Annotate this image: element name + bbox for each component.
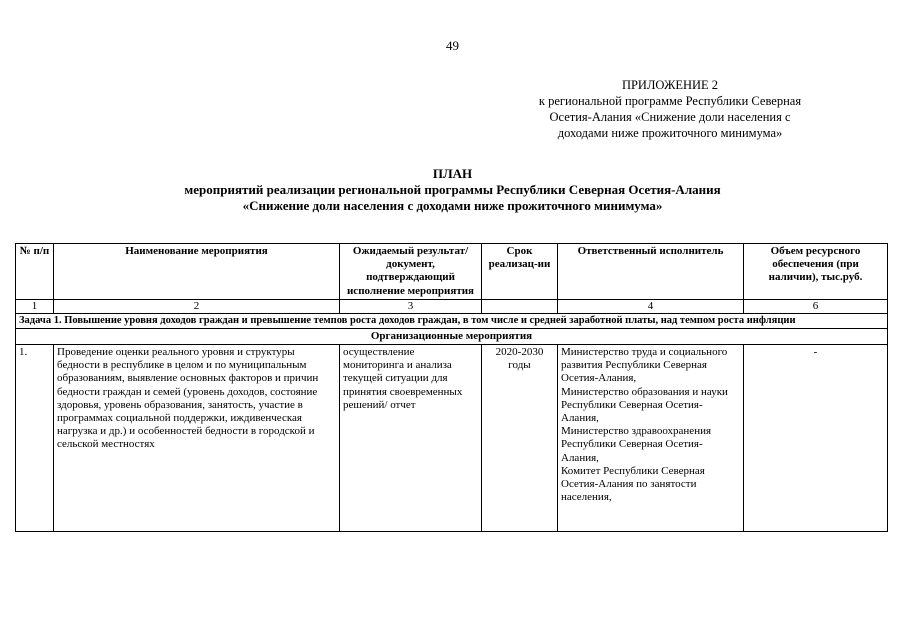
- column-number: 1: [16, 299, 54, 313]
- column-number: 6: [744, 299, 888, 313]
- task-row: [16, 313, 888, 328]
- section-row: [16, 328, 888, 344]
- header-name: Наименование мероприятия: [54, 244, 340, 300]
- row-resources: -: [744, 345, 888, 532]
- plan-subtitle: «Снижение доли населения с доходами ниже прожиточного минимума»: [242, 198, 663, 213]
- plan-heading: [0, 166, 905, 214]
- column-number: 3: [340, 299, 482, 313]
- page-number: 49: [446, 38, 459, 53]
- header-executor: Ответственный исполнитель: [558, 244, 744, 300]
- column-number: 4: [558, 299, 744, 313]
- table-header-row: [16, 244, 888, 300]
- header-term: Срок реализац-ии: [482, 244, 558, 300]
- executor: Министерство здравоохранения Республики Северная Осетия-Алания,: [561, 425, 712, 464]
- header-result: Ожидаемый результат/ документ, подтверждающий исполнение мероприятия: [340, 244, 482, 300]
- appendix-line: Осетия-Алания «Снижение доли населения с: [549, 110, 791, 124]
- appendix-line: к региональной программе Республики Северная: [538, 94, 802, 108]
- appendix-line: доходами ниже прожиточного минимума»: [557, 126, 783, 140]
- plan-table: [15, 243, 888, 532]
- column-number: 2: [54, 299, 340, 313]
- column-numbers-row: [16, 299, 888, 313]
- executor: Министерство образования и науки Республики Северная Осетия- Алания,: [561, 385, 728, 425]
- plan-title: ПЛАН: [432, 166, 473, 181]
- row-name: Проведение оценки реального уровня и структуры бедности в республике в целом и по муниципальным образованиям, выявление основных факторов и причин бедности граждан и семей (уровень доходов, состояние здоровья, уровень образования, занятость, участие в программах социальной поддержки, иждивенческая нагрузка и др.) и особенностей бедности в городской и сельской местностях: [54, 345, 340, 532]
- row-term: 2020-2030 годы: [482, 345, 558, 532]
- header-resources: Объем ресурсного обеспечения (при наличии), тыс.руб.: [744, 244, 888, 300]
- executor: Министерство труда и социального развития Республики Северная Осетия-Алания,: [561, 346, 728, 385]
- task-text: Задача 1. Повышение уровня доходов граждан и превышение темпов роста доходов граждан, в том числе и средней заработной платы, над темпом роста инфляции: [16, 313, 888, 328]
- appendix-header: [470, 77, 870, 141]
- row-num: 1.: [16, 345, 54, 532]
- executor: Комитет Республики Северная Осетия-Алания по занятости населения,: [561, 464, 705, 504]
- table-row: [16, 345, 888, 532]
- header-num: № п/п: [16, 244, 54, 300]
- appendix-title: ПРИЛОЖЕНИЕ 2: [621, 78, 719, 92]
- row-executors: [558, 345, 744, 532]
- section-title: Организационные мероприятия: [16, 328, 888, 344]
- column-number: [482, 299, 558, 313]
- plan-subtitle: мероприятий реализации региональной программы Республики Северная Осетия-Алания: [184, 182, 721, 197]
- row-result: осуществление мониторинга и анализа текущей ситуации для принятия своевременных решений/ отчет: [340, 345, 482, 532]
